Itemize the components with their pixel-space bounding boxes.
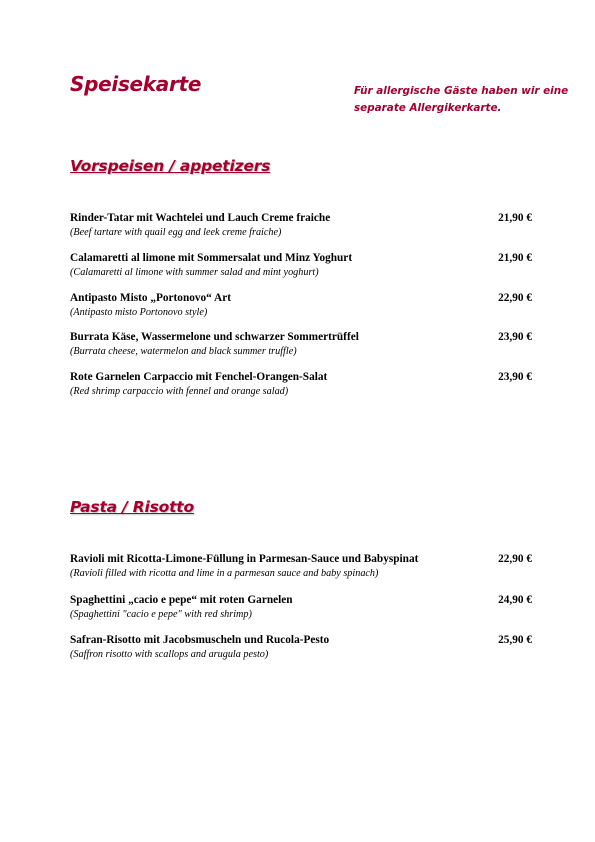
menu-title: Speisekarte [70,72,202,96]
menu-item-name: Safran-Risotto mit Jacobsmuscheln und Rucola-Pesto [70,634,330,646]
menu-item-price: 21,90 € [498,212,532,224]
menu-item [70,252,532,280]
menu-item [70,634,532,662]
menu-item-price: 23,90 € [498,331,532,343]
menu-item-price: 22,90 € [498,292,532,304]
menu-item-name: Spaghettini „cacio e pepe“ mit roten Garnelen [70,594,293,606]
menu-item-price: 22,90 € [498,553,532,565]
menu-item-name: Antipasto Misto „Portonovo“ Art [70,292,231,304]
menu-item-description: (Burrata cheese, watermelon and black summer truffle) [70,346,297,357]
allergy-notice-line: Für allergische Gäste haben wir eine [354,85,569,97]
menu-item-name: Rinder-Tatar mit Wachtelei und Lauch Creme fraiche [70,212,331,224]
menu-item-description: (Beef tartare with quail egg and leek creme fraiche) [70,227,282,238]
menu-item-description: (Saffron risotto with scallops and arugula pesto) [70,649,269,660]
menu-item [70,594,532,622]
menu-item [70,212,532,240]
section-title-vorspeisen: Vorspeisen / appetizers [70,157,271,175]
menu-item [70,553,532,581]
menu-item [70,292,532,320]
menu-item-name: Calamaretti al limone mit Sommersalat und Minz Yoghurt [70,252,353,264]
menu-item-description: (Spaghettini "cacio e pepe" with red shrimp) [70,609,252,620]
menu-item [70,371,532,399]
menu-item-description: (Antipasto misto Portonovo style) [70,307,208,318]
allergy-notice [354,83,569,117]
menu-item-price: 24,90 € [498,594,532,606]
menu-item-description: (Calamaretti al limone with summer salad and mint yoghurt) [70,267,319,278]
menu-item-price: 25,90 € [498,634,532,646]
menu-item-description: (Red shrimp carpaccio with fennel and orange salad) [70,386,289,397]
menu-item-price: 21,90 € [498,252,532,264]
menu-item-name: Ravioli mit Ricotta-Limone-Füllung in Parmesan-Sauce und Babyspinat [70,553,419,565]
section-title-pasta: Pasta / Risotto [70,498,194,516]
menu-item [70,331,532,359]
allergy-notice-line: separate Allergikerkarte. [354,102,502,114]
menu-item-price: 23,90 € [498,371,532,383]
menu-item-name: Rote Garnelen Carpaccio mit Fenchel-Orangen-Salat [70,371,328,383]
menu-item-description: (Ravioli filled with ricotta and lime in a parmesan sauce and baby spinach) [70,568,379,579]
menu-item-name: Burrata Käse, Wassermelone und schwarzer Sommertrüffel [70,331,359,343]
